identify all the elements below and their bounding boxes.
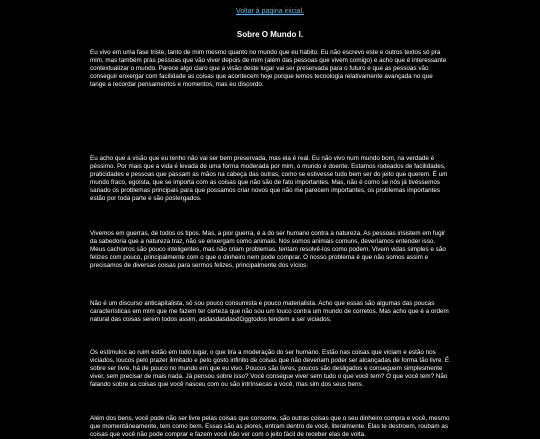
paragraph: Os estímulos ao ruim estão em todo lugar, o que tira a moderação do ser humano. Estão nas coisas que viciam e estão nos viciados, loucos pelo prazer ilimitado e pelo gosto infinito de coisas que não deveriam poder ser alcançadas de forma tão livre. É sobre ser livre, há de pouco no mundo em que eu vivo. Poucos são livres, poucos são desligados e conseguem simplesmente viver, sem precisar de mais nada. Já pensou sobre isso? Você consegue viver sem tudo o que você tem? O que você tem? Não falando sobre as coisas que você nasceu com ou são intrínsecas a você, mas sim dos seus bens. bbox=[90, 349, 450, 389]
paragraph: Não é um discurso anticapitalista, só sou pouco consumista e pouco materialista. Acho que essas são algumas das poucas características em mim que me fazem ter certeza que não sou um louco contra um mundo de corretos. Mas acho que é a ordem natural das coisas serem todos assim, asdasdasdasdGggtodos tendem a ser viciados. bbox=[90, 300, 449, 324]
page-title: Sobre O Mundo I. bbox=[236, 30, 304, 39]
paragraph: Eu acho que a visão que eu tenho não vai ser bem preservada, mas ela é real. Eu não vivo num mundo bom, na verdade é péssimo. Por mais que a vida é levada de uma forma moderada por mim, o mundo é doente. Estamos rodeados de facilidades, praticidades e pessoas que passam as mãos na cabeça das outras, como se estivesse tudo bem ser do jeito que querem. É um mundo fraco, egoísta, que se importa com as coisas que não são de fato importantes. Mas, não é como se nós já tivéssemos sanado os problemas principais para que possamos criar novos que não me parecem importantes, os problemas importantes estão por toda parte e são postergados. bbox=[90, 155, 448, 203]
paragraph: Eu vivo em uma fase triste, tanto de mim mesmo quanto no mundo que eu habito. Eu não escrevo este e outros textos só pra mim, mas também pras pessoas que vão viver depois de mim (além das pessoas que vivem comigo) e acho que é interessante contextualizar o mundo. Parece algo claro que a visão deste lugar vai ser preservada para o futuro e que as pessoas vão conseguir enxergar com facilidade as coisas que acontecem hoje porque temos tecnologia relativamente avançada no que tange a recordar pensamentos e momentos, mas eu discordo. bbox=[90, 49, 447, 89]
paragraph: Vivemos em guerras, de todos os tipos. Mas, a pior guerra, é a do ser humano contra a natureza. As pessoas insistem em fugir da sabedoria que a natureza traz, não se enxergam como animais. Nós somos animais comuns, deveríamos entender isso. Meus cachorros são pouco inteligentes, mas não criam problemas, tentam resolvê-los como podem. Vivem vidas simples e são felizes com pouco, principalmente com o que o dinheiro nem pode comprar. O nosso problema é que não somos assim e precisamos de diversas coisas para sermos felizes, principalmente dos vícios. bbox=[90, 230, 446, 270]
page bbox=[0, 7, 540, 439]
back-home-link[interactable]: Voltar à pagina inicial. bbox=[235, 8, 305, 15]
paragraph: Além dos bens, você pode não ser livre pelas coisas que consome, são outras coisas que o seu dinheiro compra e você, mesmo que momentâneamente, tem como bem. Essas são as piores, entram dentro de você, literalmente. Elas te destroem, roubam as coisas que você não pode comprar e fazem você não ver com o jeito fácil de receber elas de volta. bbox=[90, 415, 450, 439]
